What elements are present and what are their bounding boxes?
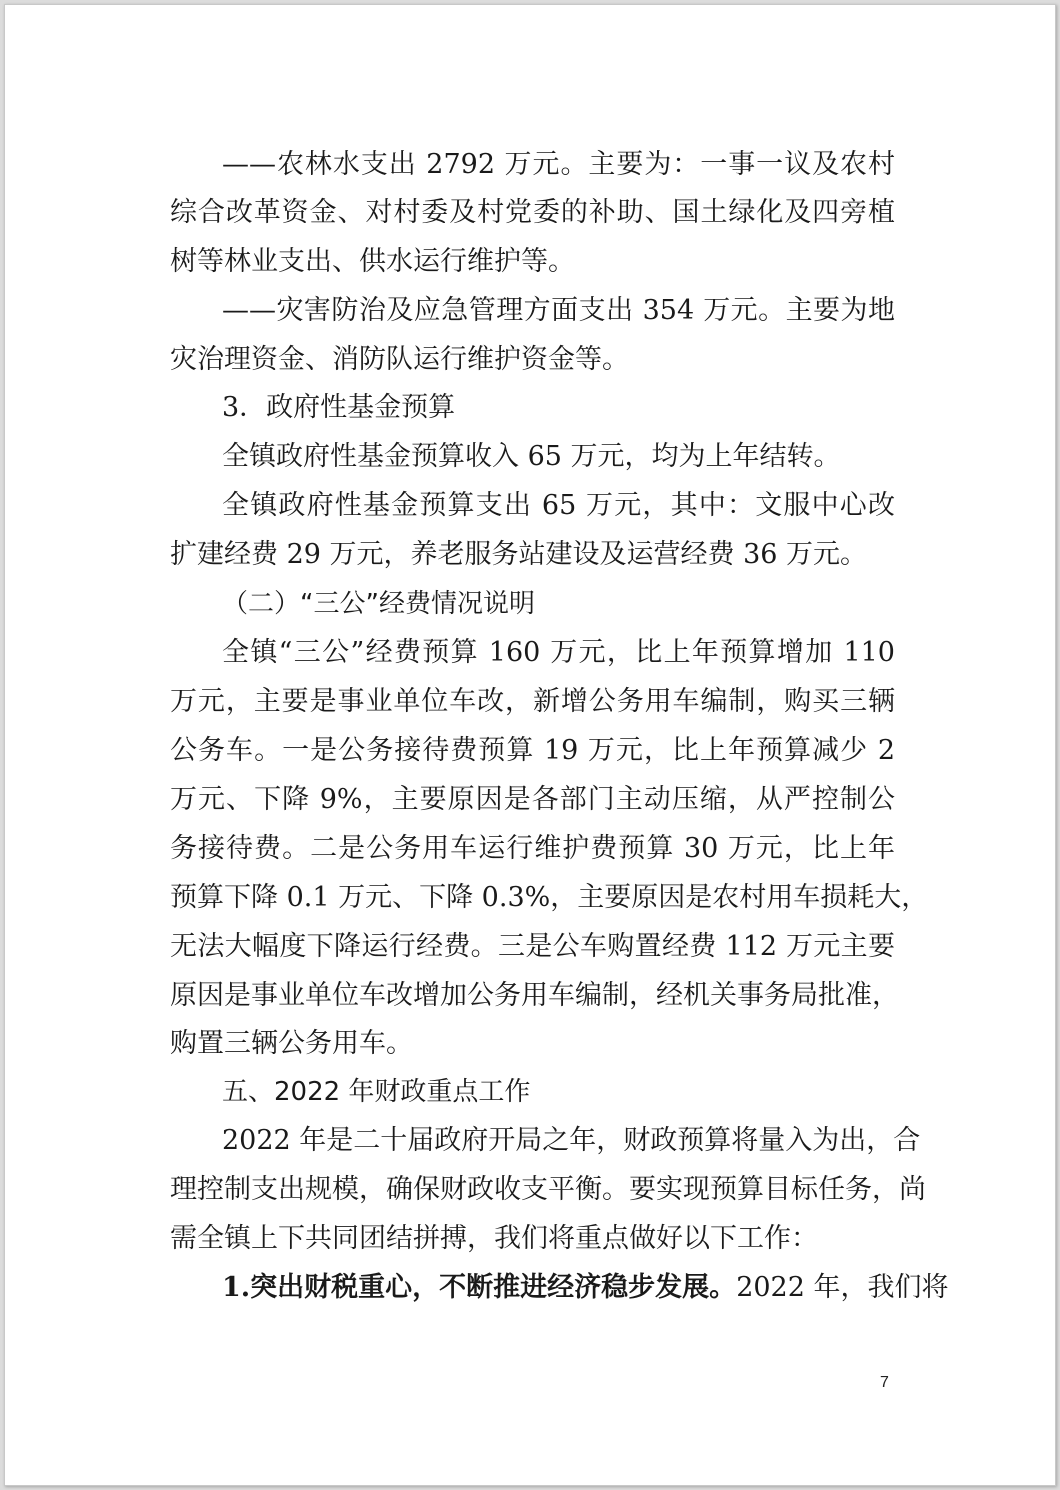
paragraph-line: 全镇政府性基金预算支出 65 万元，其中：文服中心改 bbox=[222, 490, 895, 521]
paragraph-line: 全镇“三公”经费预算 160 万元，比上年预算增加 110 bbox=[222, 637, 895, 668]
paragraph-line: ——灾害防治及应急管理方面支出 354 万元。主要为地 bbox=[222, 295, 895, 326]
paragraph-line: 灾治理资金、消防队运行维护资金等。 bbox=[170, 344, 629, 375]
paragraph-line: ——农林水支出 2792 万元。主要为：一事一议及农村 bbox=[222, 149, 895, 180]
paragraph-line bbox=[222, 1266, 949, 1310]
paragraph-line: 预算下降 0.1 万元、下降 0.3%，主要原因是农村用车损耗大， bbox=[170, 882, 929, 913]
paragraph-line: 树等林业支出、供水运行维护等。 bbox=[170, 246, 575, 277]
paragraph-line: 理控制支出规模，确保财政收支平衡。要实现预算目标任务，尚 bbox=[170, 1174, 926, 1205]
paragraph-text: 2022 年，我们将 bbox=[736, 1272, 949, 1303]
paragraph-line: 万元、下降 9%，主要原因是各部门主动压缩，从严控制公 bbox=[170, 784, 895, 815]
paragraph-line: 原因是事业单位车改增加公务用车编制，经机关事务局批准， bbox=[170, 980, 899, 1011]
bold-lead-text: 1.突出财税重心，不断推进经济稳步发展。 bbox=[222, 1272, 737, 1303]
section-heading: 五、2022 年财政重点工作 bbox=[222, 1077, 531, 1107]
page-number: 7 bbox=[880, 1374, 889, 1391]
section-heading: （二）“三公”经费情况说明 bbox=[222, 589, 535, 619]
section-heading: 3．政府性基金预算 bbox=[222, 392, 456, 423]
paragraph-line: 无法大幅度下降运行经费。三是公车购置经费 112 万元主要 bbox=[170, 931, 895, 962]
paragraph-line: 全镇政府性基金预算收入 65 万元，均为上年结转。 bbox=[222, 441, 841, 472]
paragraph-line: 购置三辆公务用车。 bbox=[170, 1028, 413, 1059]
paragraph-line: 扩建经费 29 万元，养老服务站建设及运营经费 36 万元。 bbox=[170, 539, 868, 570]
paragraph-line: 万元，主要是事业单位车改，新增公务用车编制，购买三辆 bbox=[170, 686, 895, 717]
paragraph-line: 需全镇上下共同团结拼搏，我们将重点做好以下工作： bbox=[170, 1223, 818, 1254]
paragraph-line: 务接待费。二是公务用车运行维护费预算 30 万元，比上年 bbox=[170, 833, 895, 864]
paragraph-line: 2022 年是二十届政府开局之年，财政预算将量入为出，合 bbox=[222, 1125, 921, 1156]
paragraph-line: 公务车。一是公务接待费预算 19 万元，比上年预算减少 2 bbox=[170, 735, 895, 766]
paragraph-line: 综合改革资金、对村委及村党委的补助、国土绿化及四旁植 bbox=[170, 197, 895, 228]
